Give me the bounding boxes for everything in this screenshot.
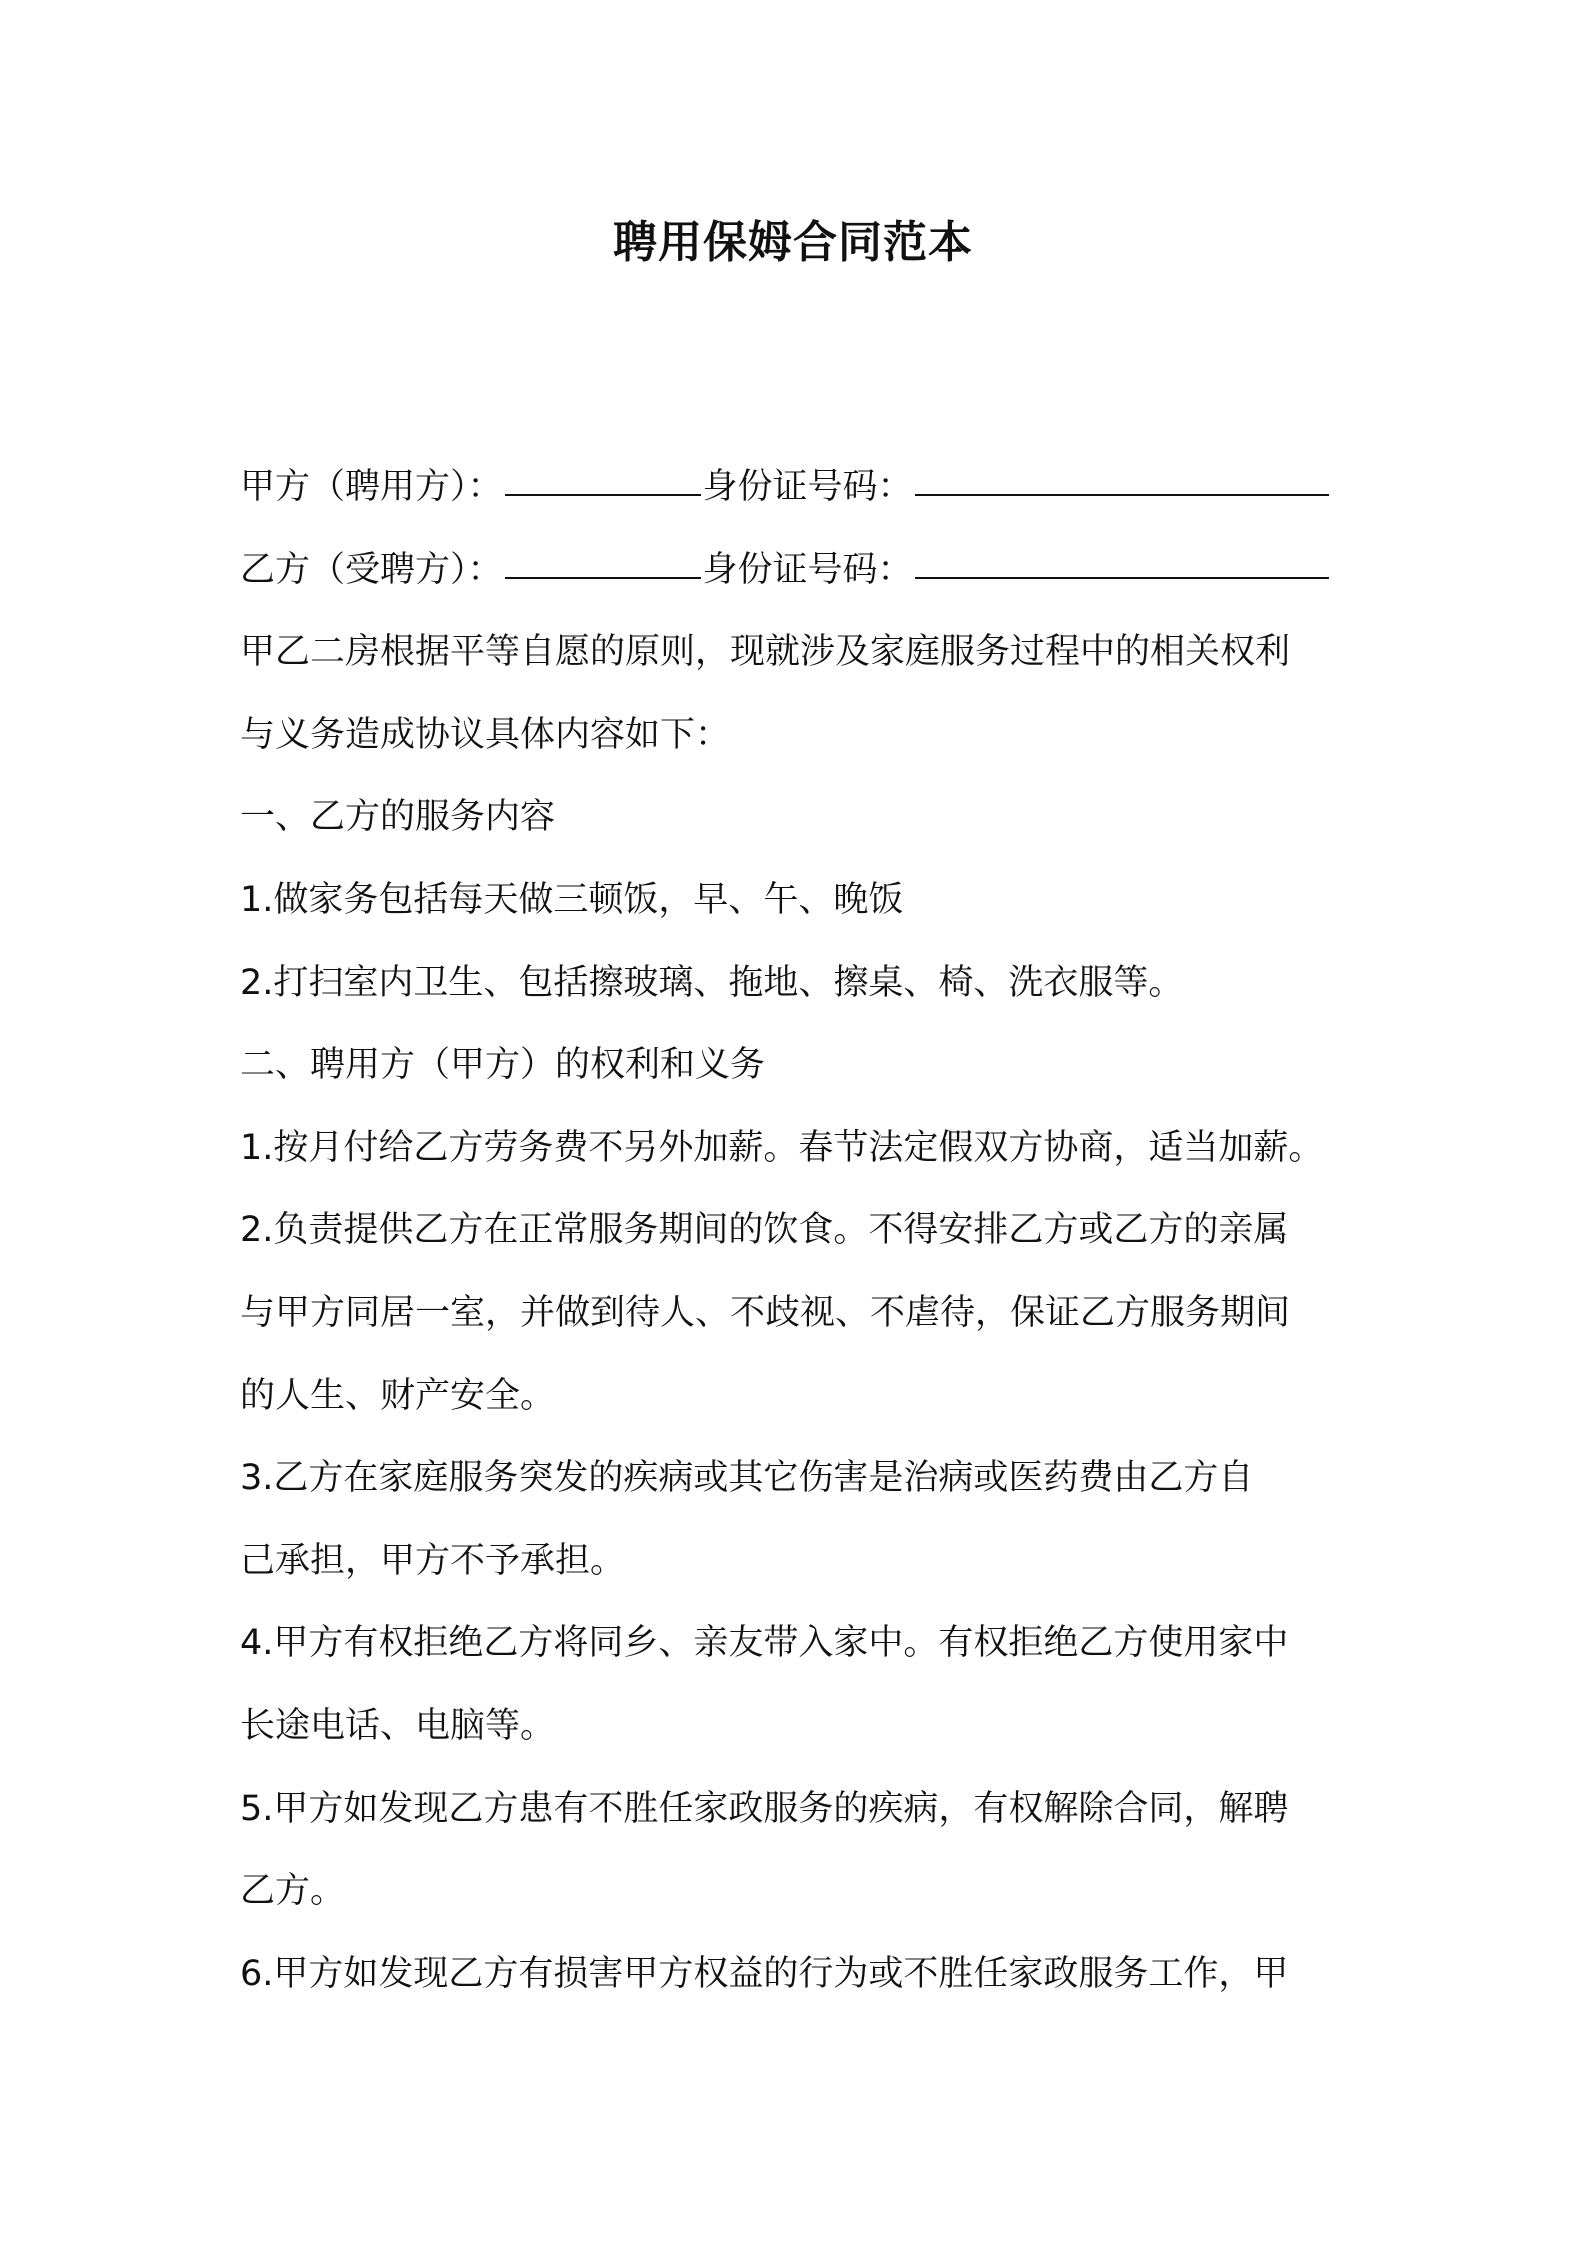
party-a-id-label: 身份证号码： xyxy=(702,467,913,507)
party-b-line xyxy=(240,529,1360,612)
party-a-line xyxy=(240,446,1360,529)
rights-line: 3.乙方在家庭服务突发的疾病或其它伤害是治病或医药费由乙方自 xyxy=(240,1458,1254,1499)
party-a-label: 甲方（聘用方）： xyxy=(240,467,503,507)
party-b-label: 乙方（受聘方）： xyxy=(240,549,503,590)
party-b-name-blank xyxy=(505,576,701,579)
service-item: 1.做家务包括每天做三顿饭，早、午、晚饭 xyxy=(240,879,904,920)
rights-line: 2.负责提供乙方在正常服务期间的饮食。不得安排乙方或乙方的亲属 xyxy=(240,1210,1289,1251)
document-body xyxy=(240,446,1360,2015)
rights-line: 的人生、财产安全。 xyxy=(240,1375,556,1416)
section-heading-rights: 二、聘用方（甲方）的权利和义务 xyxy=(240,1045,766,1086)
rights-line: 5.甲方如发现乙方患有不胜任家政服务的疾病，有权解除合同，解聘 xyxy=(240,1788,1289,1829)
intro-line: 与义务造成协议具体内容如下： xyxy=(240,714,731,755)
party-b-id-blank xyxy=(915,576,1329,579)
rights-line: 乙方。 xyxy=(240,1871,346,1912)
rights-line: 己承担，甲方不予承担。 xyxy=(240,1540,626,1581)
section-heading-service: 一、乙方的服务内容 xyxy=(240,797,556,838)
document-title: 聘用保姆合同范本 xyxy=(613,217,973,268)
rights-line: 6.甲方如发现乙方有损害甲方权益的行为或不胜任家政服务工作，甲 xyxy=(240,1953,1289,1994)
party-b-id-label: 身份证号码： xyxy=(702,549,913,590)
rights-line: 与甲方同居一室，并做到待人、不歧视、不虐待，保证乙方服务期间 xyxy=(240,1292,1291,1333)
party-a-id-blank xyxy=(915,493,1329,496)
party-a-name-blank xyxy=(505,493,701,496)
rights-line: 4.甲方有权拒绝乙方将同乡、亲友带入家中。有权拒绝乙方使用家中 xyxy=(240,1623,1289,1664)
intro-line: 甲乙二房根据平等自愿的原则，现就涉及家庭服务过程中的相关权利 xyxy=(240,632,1291,673)
rights-line: 长途电话、电脑等。 xyxy=(240,1705,556,1746)
rights-line: 1.按月付给乙方劳务费不另外加薪。春节法定假双方协商，适当加薪。 xyxy=(240,1127,1324,1168)
service-item: 2.打扫室内卫生、包括擦玻璃、拖地、擦桌、椅、洗衣服等。 xyxy=(240,962,1184,1003)
